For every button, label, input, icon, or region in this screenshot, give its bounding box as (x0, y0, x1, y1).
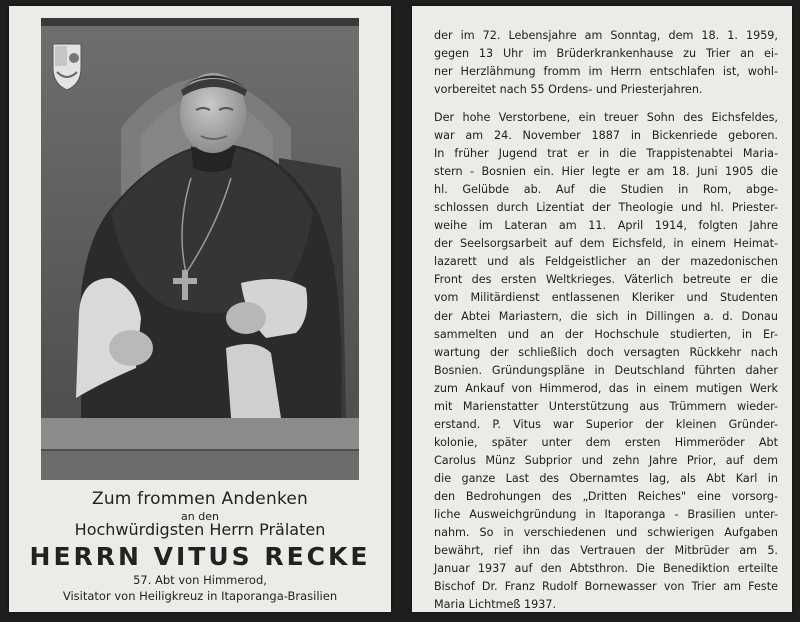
obituary-paragraph-1 (434, 27, 778, 99)
abbot-portrait-photo (41, 18, 359, 480)
text-line: kolonie, später unter dem ersten Himmeröder Abt (434, 435, 778, 449)
memorial-heading: Zum frommen Andenken (91, 489, 309, 509)
text-line: Januar 1937 auf den Abtsthron. Die Benediktion erteilte (434, 562, 778, 576)
memorial-card-back (412, 6, 792, 612)
text-line: ner Herzlähmung fromm im Herrn entschlafen ist, wohl- (434, 65, 778, 79)
text-line: mit Marienstatter Unterstützung aus Trümmern wieder- (434, 399, 778, 413)
text-line: der Seelsorgsarbeit auf dem Eichsfeld, in einem Heimat- (434, 237, 778, 251)
text-line: vom Militärdienst entlassenen Kleriker und Studenten (434, 291, 778, 305)
text-line: Bosnien. Gründungspläne in Deutschland führten daher (434, 363, 778, 377)
obituary-paragraph-2 (434, 109, 778, 614)
text-line: gegen 13 Uhr im Brüderkrankenhause zu Trier an ei- (434, 47, 778, 61)
text-line: der Abtei Mariastern, die sich in Dillingen a. d. Donau (434, 309, 778, 323)
text-line: weihe im Lateran am 11. April 1914, folgten Jahre (434, 219, 778, 233)
text-line: lazarett und als Feldgeistlicher an der mazedonischen (434, 255, 778, 269)
text-line: stern - Bosnien ein. Hier legte er am 18. Juni 1905 die (434, 165, 778, 179)
deceased-visitator-title: Visitator von Heiligkreuz in Itaporanga-Brasilien (62, 589, 338, 603)
text-line: nahm. So in verschiedenen und schwierigen Aufgaben (434, 526, 778, 540)
text-line: der im 72. Lebensjahre am Sonntag, dem 18. 1. 1959, (434, 29, 778, 42)
abbey-coat-of-arms-icon (53, 44, 81, 90)
text-line: hl. Gelübde ab. Auf die Studien in Rom, abge- (434, 183, 778, 197)
text-line: In früher Jugend trat er in die Trappistenabtei Maria- (434, 147, 778, 161)
text-line: den Bedrohungen des „Dritten Reiches" eine vorsorg- (434, 489, 778, 503)
text-line: Bischof Dr. Franz Rudolf Bornewasser von Trier am Feste (434, 580, 778, 594)
text-line: die ganze Last des Obernamtes lag, als Abt Karl in (434, 471, 778, 485)
text-line: Carolus Münz Subprior und zehn Jahre Prior, auf dem (434, 453, 778, 467)
memorial-connector: an den (181, 510, 219, 523)
text-line: zum Ankauf von Himmerod, das in einem mutigen Werk (434, 381, 778, 395)
memorial-honorific: Hochwürdigsten Herrn Prälaten (74, 520, 326, 539)
text-line: liche Ausweichgründung in Itaporanga - Brasilien unter- (434, 508, 778, 522)
text-line: bewährt, rief ihn das Vertrauen der Mitbrüder am 5. (434, 544, 778, 558)
text-line: schlossen durch Lizentiat der Theologie und hl. Priester- (434, 201, 778, 215)
text-line: wartung der schließlich doch versagten Rückkehr nach (434, 345, 778, 359)
text-line: erstand. P. Vitus war Superior der kleinen Gründer- (434, 417, 778, 431)
deceased-title: 57. Abt von Himmerod, (133, 573, 267, 587)
text-line: Der hohe Verstorbene, ein treuer Sohn des Eichsfeldes, (434, 111, 778, 124)
text-line: sammelten und an der Hochschule studierten, in Er- (434, 327, 778, 341)
memorial-card-front (9, 6, 391, 612)
deceased-name: HERRN VITUS RECKE (29, 542, 371, 571)
text-line: vorbereitet nach 55 Ordens- und Priesterjahren. (434, 83, 703, 97)
text-line: war am 24. November 1887 in Bickenriede geboren. (434, 129, 778, 143)
text-line: Front des ersten Weltkrieges. Väterlich betreute er die (434, 273, 778, 287)
text-line: Maria Lichtmeß 1937. (434, 598, 557, 612)
